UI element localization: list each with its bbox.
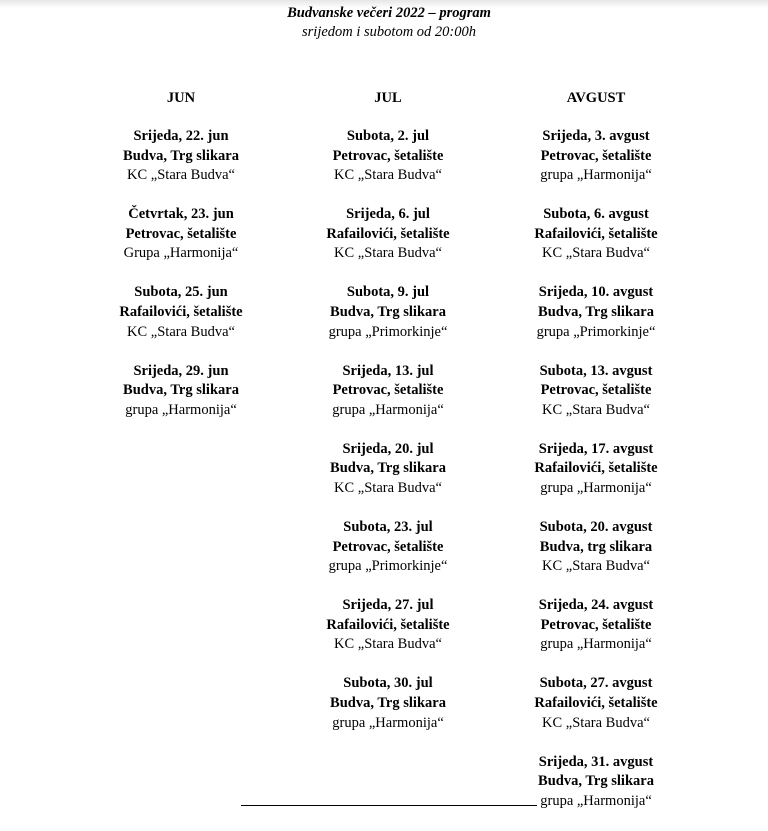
event-entry bbox=[268, 362, 508, 440]
event-place: Budva, Trg slikara bbox=[330, 694, 446, 711]
month-column-jul bbox=[268, 88, 508, 753]
event-date: Subota, 20. avgust bbox=[539, 518, 653, 535]
event-performer: KC „Stara Budva“ bbox=[127, 323, 235, 340]
event-entry bbox=[268, 127, 508, 205]
event-place: Rafailovići, šetalište bbox=[326, 225, 450, 242]
event-performer: grupa „Primorkinje“ bbox=[536, 323, 656, 340]
event-performer: KC „Stara Budva“ bbox=[334, 167, 442, 184]
event-place: Budva, trg slikara bbox=[539, 538, 653, 555]
event-place: Petrovac, šetalište bbox=[332, 538, 444, 555]
event-place: Budva, Trg slikara bbox=[538, 773, 654, 790]
event-performer: grupa „Harmonija“ bbox=[332, 714, 444, 731]
event-place: Budva, Trg slikara bbox=[330, 460, 446, 477]
event-entry bbox=[476, 674, 716, 752]
event-date: Subota, 23. jul bbox=[343, 518, 433, 535]
event-performer: grupa „Primorkinje“ bbox=[328, 323, 448, 340]
event-place: Rafailovići, šetalište bbox=[119, 303, 243, 320]
event-performer: KC „Stara Budva“ bbox=[542, 401, 650, 418]
event-list bbox=[61, 127, 301, 440]
event-place: Rafailovići, šetalište bbox=[326, 616, 450, 633]
event-entry bbox=[476, 596, 716, 674]
event-entry bbox=[268, 283, 508, 361]
footer-rule bbox=[241, 805, 537, 806]
event-entry bbox=[476, 753, 716, 831]
event-date: Srijeda, 13. jul bbox=[342, 362, 434, 379]
event-place: Petrovac, šetalište bbox=[332, 147, 444, 164]
event-date: Srijeda, 6. jul bbox=[346, 206, 430, 223]
event-performer: KC „Stara Budva“ bbox=[542, 245, 650, 262]
event-place: Budva, Trg slikara bbox=[538, 303, 654, 320]
event-list bbox=[476, 127, 716, 831]
event-entry bbox=[476, 127, 716, 205]
event-performer: KC „Stara Budva“ bbox=[334, 245, 442, 262]
event-performer: KC „Stara Budva“ bbox=[542, 558, 650, 575]
event-date: Srijeda, 24. avgust bbox=[538, 597, 654, 614]
event-performer: grupa „Harmonija“ bbox=[540, 167, 652, 184]
event-date: Subota, 6. avgust bbox=[543, 206, 649, 223]
month-heading: AVGUST bbox=[566, 90, 626, 106]
event-performer: Grupa „Harmonija“ bbox=[123, 245, 239, 262]
event-entry bbox=[268, 205, 508, 283]
event-entry bbox=[61, 127, 301, 205]
event-date: Četvrtak, 23. jun bbox=[128, 206, 234, 223]
event-entry bbox=[268, 518, 508, 596]
event-date: Srijeda, 17. avgust bbox=[538, 440, 654, 457]
event-place: Budva, Trg slikara bbox=[123, 147, 239, 164]
event-date: Srijeda, 20. jul bbox=[342, 440, 434, 457]
event-place: Petrovac, šetalište bbox=[540, 147, 652, 164]
event-entry bbox=[268, 596, 508, 674]
event-date: Srijeda, 27. jul bbox=[342, 597, 434, 614]
event-performer: grupa „Harmonija“ bbox=[332, 401, 444, 418]
event-date: Srijeda, 31. avgust bbox=[538, 753, 654, 770]
event-entry bbox=[268, 674, 508, 752]
month-heading: JUN bbox=[166, 90, 196, 106]
event-entry bbox=[268, 440, 508, 518]
event-performer: grupa „Harmonija“ bbox=[540, 636, 652, 653]
event-entry bbox=[61, 283, 301, 361]
event-place: Petrovac, šetalište bbox=[540, 616, 652, 633]
event-performer: grupa „Primorkinje“ bbox=[328, 558, 448, 575]
event-place: Budva, Trg slikara bbox=[123, 382, 239, 399]
event-date: Srijeda, 29. jun bbox=[133, 362, 229, 379]
month-heading: JUL bbox=[374, 90, 402, 106]
event-place: Rafailovići, šetalište bbox=[534, 694, 658, 711]
event-place: Petrovac, šetalište bbox=[332, 382, 444, 399]
event-performer: grupa „Harmonija“ bbox=[540, 479, 652, 496]
event-entry bbox=[476, 205, 716, 283]
event-entry bbox=[476, 518, 716, 596]
event-date: Srijeda, 10. avgust bbox=[538, 284, 654, 301]
event-date: Subota, 9. jul bbox=[346, 284, 430, 301]
event-performer: grupa „Harmonija“ bbox=[540, 792, 652, 809]
event-entry bbox=[476, 362, 716, 440]
event-place: Rafailovići, šetalište bbox=[534, 225, 658, 242]
event-entry bbox=[476, 283, 716, 361]
event-performer: KC „Stara Budva“ bbox=[334, 479, 442, 496]
event-date: Subota, 25. jun bbox=[134, 284, 228, 301]
document-subtitle: srijedom i subotom od 20:00h bbox=[302, 24, 476, 40]
event-place: Budva, Trg slikara bbox=[330, 303, 446, 320]
event-performer: grupa „Harmonija“ bbox=[125, 401, 237, 418]
event-list bbox=[268, 127, 508, 753]
event-performer: KC „Stara Budva“ bbox=[127, 167, 235, 184]
event-entry bbox=[61, 205, 301, 283]
document-title: Budvanske večeri 2022 – program bbox=[287, 5, 491, 21]
event-performer: KC „Stara Budva“ bbox=[542, 714, 650, 731]
event-place: Petrovac, šetalište bbox=[540, 382, 652, 399]
event-place: Rafailovići, šetalište bbox=[534, 460, 658, 477]
month-column-avgust bbox=[476, 88, 716, 831]
event-date: Subota, 30. jul bbox=[343, 675, 433, 692]
event-place: Petrovac, šetalište bbox=[125, 225, 237, 242]
month-column-jun bbox=[61, 88, 301, 440]
event-entry bbox=[476, 440, 716, 518]
event-date: Srijeda, 3. avgust bbox=[542, 128, 650, 144]
event-date: Subota, 13. avgust bbox=[539, 362, 653, 379]
event-performer: KC „Stara Budva“ bbox=[334, 636, 442, 653]
event-date: Srijeda, 22. jun bbox=[133, 128, 229, 144]
event-date: Subota, 27. avgust bbox=[539, 675, 653, 692]
event-date: Subota, 2. jul bbox=[346, 128, 430, 144]
event-entry bbox=[61, 362, 301, 440]
